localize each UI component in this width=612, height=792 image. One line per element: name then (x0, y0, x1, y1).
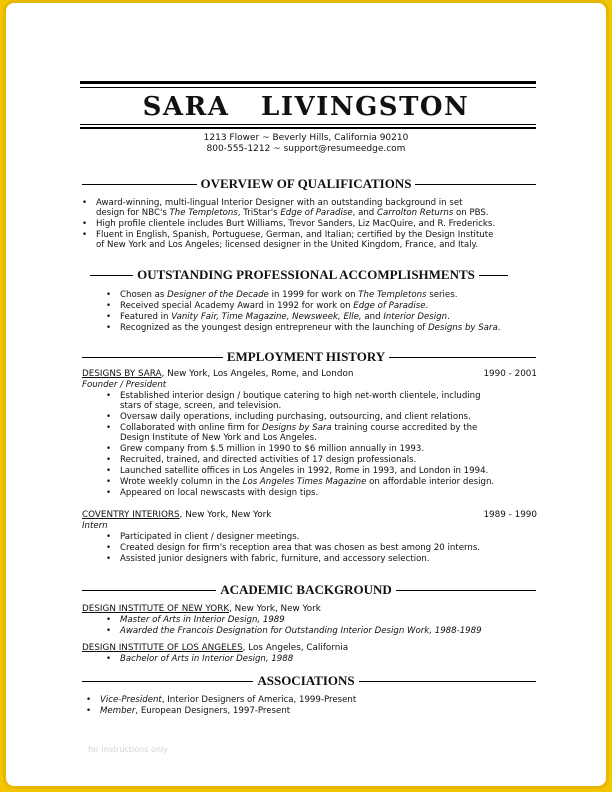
school-la: DESIGN INSTITUTE OF LOS ANGELES, Los Angeles, California (82, 643, 349, 653)
contact-address: 1213 Flower ~ Beverly Hills, California 90210 (203, 133, 409, 143)
accomplishment-bullet-3: • Featured in Vanity Fair, Time Magazine, Newsweek, Elle, and Interior Design. (106, 312, 450, 322)
name-rule-thick (80, 127, 536, 129)
school1-bullet-2: • Awarded the Francois Designation for Outstanding Interior Design Work, 1988-1989 (106, 626, 482, 636)
association-1: • Vice-President, Interior Designers of America, 1999-Present (86, 695, 357, 705)
resume-page (6, 3, 606, 786)
job2-bullet-3: • Assisted junior designers with fabric, furniture, and accessory selection. (106, 554, 430, 564)
candidate-name: SARA LIVINGSTON (142, 92, 470, 122)
section-title-accomplishments: OUTSTANDING PROFESSIONAL ACCOMPLISHMENTS (133, 267, 479, 282)
name-rule-thin (80, 124, 536, 125)
section-academic (6, 583, 606, 597)
section-title-academic: ACADEMIC BACKGROUND (216, 582, 396, 597)
accomplishment-bullet-1: • Chosen as Designer of the Decade in 1999 for work on The Templetons series. (106, 290, 458, 300)
overview-bullet-2: • High profile clientele includes Burt Williams, Trevor Sanders, Liz MacQuire, and R. Fredericks. (82, 219, 496, 229)
contact-phone-email: 800-555-1212 ~ support@resumeedge.com (206, 144, 406, 154)
job1-bullet-7: • Wrote weekly column in the Los Angeles Times Magazine on affordable interior design. (106, 477, 495, 487)
association-2: • Member, European Designers, 1997-Present (86, 706, 291, 716)
job-coventry-interiors: COVENTRY INTERIORS, New York, New York 1989 - 1990 (82, 510, 537, 520)
section-employment (6, 350, 606, 364)
job2-bullet-2: • Created design for firm's reception area that was chosen as best among 20 interns. (106, 543, 481, 553)
section-accomplishments (6, 268, 606, 282)
job1-bullet-8: • Appeared on local newscasts with design tips. (106, 488, 319, 498)
job1-bullet-5: • Recruited, trained, and directed activities of 17 design professionals. (106, 455, 417, 465)
section-title-overview: OVERVIEW OF QUALIFICATIONS (197, 176, 416, 191)
accomplishment-bullet-2: • Received special Academy Award in 1992 for work on Edge of Paradise. (106, 301, 429, 311)
school1-bullet-1: • Master of Arts in Interior Design, 1989 (106, 615, 285, 625)
school-org-1: DESIGN INSTITUTE OF NEW YORK (82, 604, 230, 614)
job1-bullet-6: • Launched satellite offices in Los Angeles in 1992, Rome in 1993, and London in 1994. (106, 466, 489, 476)
job1-bullet-1: • Established interior design / boutique catering to high net-worth clientele, including stars of stage, screen, and television. (106, 391, 481, 412)
section-associations (6, 674, 606, 688)
section-title-employment: EMPLOYMENT HISTORY (223, 349, 389, 364)
job1-bullet-2: • Oversaw daily operations, including purchasing, outsourcing, and client relations. (106, 412, 471, 422)
job1-bullet-3: • Collaborated with online firm for Designs by Sara training course accredited by the Design Institute of New York and Los Angeles. (106, 423, 478, 444)
school2-bullet-1: • Bachelor of Arts in Interior Design, 1988 (106, 654, 294, 664)
header-rule-thin (80, 87, 536, 88)
job-org-1: DESIGNS BY SARA (82, 369, 162, 379)
school-ny: DESIGN INSTITUTE OF NEW YORK, New York, New York (82, 604, 321, 614)
section-overview (6, 177, 606, 191)
school-org-2: DESIGN INSTITUTE OF LOS ANGELES (82, 643, 243, 653)
job-role-1: Founder / President (82, 380, 167, 390)
job1-bullet-4: • Grew company from $.5 million in 1990 to $6 million annually in 1993. (106, 444, 425, 454)
job-designs-by-sara: DESIGNS BY SARA, New York, Los Angeles, Rome, and London 1990 - 2001 (82, 369, 537, 379)
accomplishment-bullet-4: • Recognized as the youngest design entrepreneur with the launching of Designs by Sara. (106, 323, 501, 333)
job-years-1: 1990 - 2001 (483, 369, 537, 379)
job-years-2: 1989 - 1990 (483, 510, 537, 520)
overview-bullet-1: • Award-winning, multi-lingual Interior Designer with an outstanding background in set design for NBC's The Templetons, TriStar's Edge of Paradise, and Carrolton Returns on PBS. (82, 198, 489, 219)
job2-bullet-1: • Participated in client / designer meetings. (106, 532, 300, 542)
header-rule-thick (80, 81, 536, 84)
overview-bullet-3: • Fluent in English, Spanish, Portuguese, German, and Italian; certified by the Design Institute of New York and Los Angeles; licensed designer in the United Kingdom, France, and Italy. (82, 230, 494, 251)
section-title-associations: ASSOCIATIONS (253, 673, 358, 688)
watermark-text: for instructions only (88, 745, 168, 754)
job-role-2: Intern (82, 521, 108, 531)
job-org-2: COVENTRY INTERIORS (82, 510, 180, 520)
